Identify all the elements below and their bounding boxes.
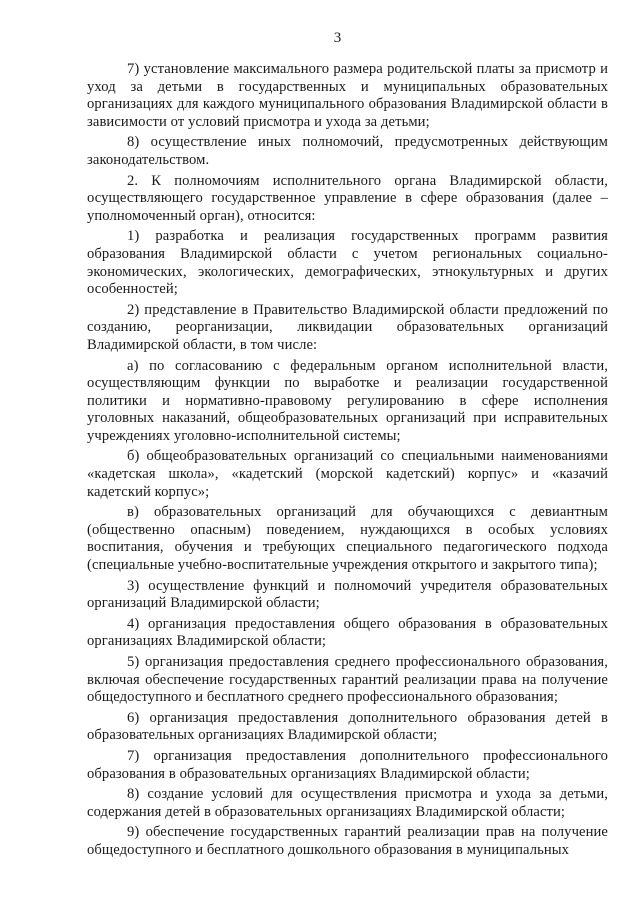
paragraph-8-care: 8) создание условий для осуществления присмотра и ухода за детьми, содержания детей в образовательных организациях Владимирской области; xyxy=(87,786,608,820)
paragraph-8-other-powers: 8) осуществление иных полномочий, предусмотренных действующим законодательством. xyxy=(87,134,608,168)
paragraph-9-preschool: 9) обеспечение государственных гарантий реализации прав на получение общедоступного и бесплатного дошкольного образования в муниципальных xyxy=(87,824,608,858)
paragraph-1-programs: 1) разработка и реализация государственных программ развития образования Владимирской области с учетом региональных социально-экономических, экологических, демографических, этнокультурных и других особенностей; xyxy=(87,228,608,298)
paragraph-7-additional-professional: 7) организация предоставления дополнительного профессионального образования в образовательных организациях Владимирской области; xyxy=(87,747,608,782)
paragraph-4-general-education: 4) организация предоставления общего образования в образовательных организациях Владимирской области; xyxy=(87,615,608,650)
paragraph-2-proposals: 2) представление в Правительство Владимирской области предложений по созданию, реорганизации, ликвидации образовательных организаций Владимирской области, в том числе: xyxy=(87,301,608,353)
paragraph-v-deviant: в) образовательных организаций для обучающихся с девиантным (общественно опасным) поведением, нуждающихся в особых условиях воспитания, обучения и требующих специального педагогического подхода (специальные учебно-воспитательные учреждения открытого и закрытого типа); xyxy=(87,504,608,574)
paragraph-7-parent-fee: 7) установление максимального размера родительской платы за присмотр и уход за детьми в государственных и муниципальных образовательных организациях для каждого муниципального образования Владимирской области в зависимости от условий присмотра и ухода за детьми; xyxy=(87,61,608,130)
paragraph-3-founder: 3) осуществление функций и полномочий учредителя образовательных организаций Владимирской области; xyxy=(87,577,608,612)
paragraph-b-cadet: б) общеобразовательных организаций со специальными наименованиями «кадетская школа», «кадетский (морской кадетский) корпус» и «казачий кадетский корпус»; xyxy=(87,448,608,500)
paragraph-6-additional-children: 6) организация предоставления дополнительного образования детей в образовательных организациях Владимирской области; xyxy=(87,709,608,744)
paragraph-5-vocational: 5) организация предоставления среднего профессионального образования, включая обеспечение государственных гарантий реализации права на получение общедоступного и бесплатного среднего профессионального образования; xyxy=(87,654,608,706)
paragraph-a-penitentiary: а) по согласованию с федеральным органом исполнительной власти, осуществляющим функции по выработке и реализации государственной политики и нормативно-правовому регулированию в сфере исполнения уголовных наказаний, общеобразовательных организаций при исправительных учреждениях уголовно-исполнительной системы; xyxy=(87,357,608,444)
paragraph-section-2-intro: 2. К полномочиям исполнительного органа Владимирской области, осуществляющего государственное управление в сфере образования (далее – уполномоченный орган), относится: xyxy=(87,172,608,224)
page-number: 3 xyxy=(333,30,342,46)
